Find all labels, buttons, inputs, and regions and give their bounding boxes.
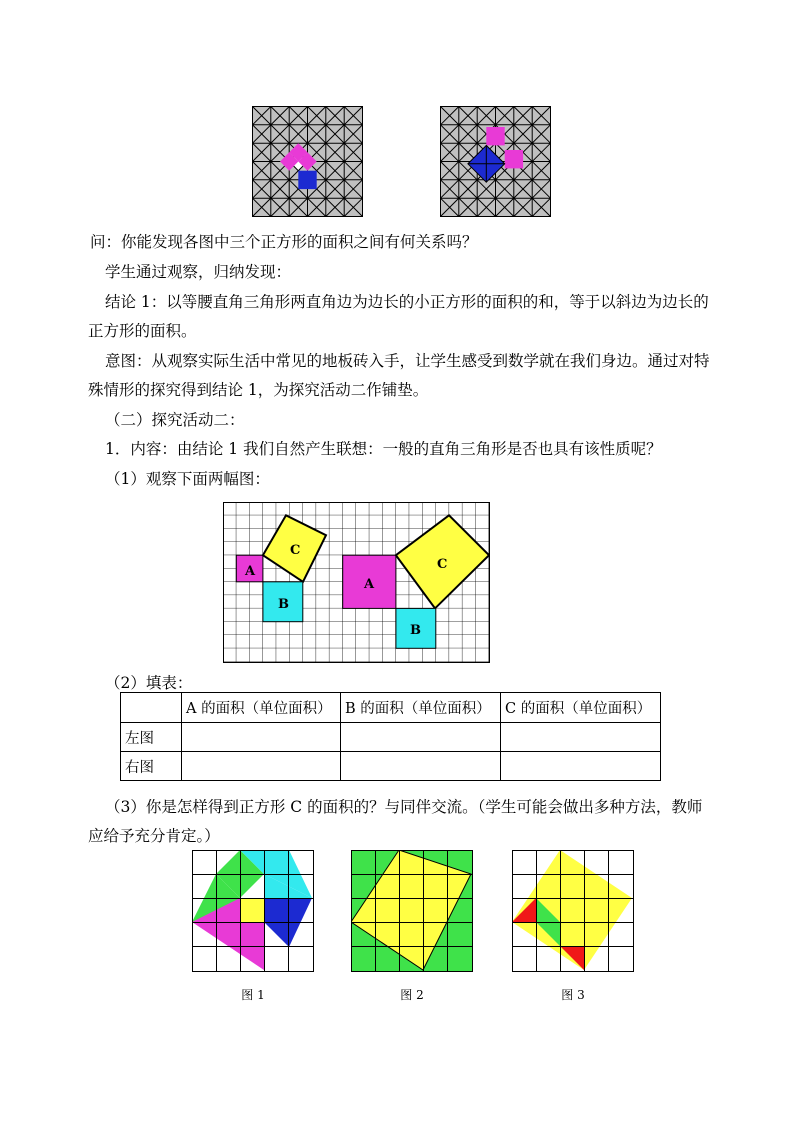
question-text: 问：你能发现各图中三个正方形的面积之间有何关系吗？ (90, 233, 478, 251)
caption-figure-1: 图 1 (241, 988, 265, 1002)
step-one-text: （1）观察下面两幅图： (105, 470, 270, 488)
table-cell[interactable] (182, 723, 341, 752)
method-figure-2 (351, 850, 473, 972)
table-header-a: A 的面积（单位面积） (182, 693, 341, 723)
observe-text: 学生通过观察，归纳发现： (105, 263, 292, 281)
tile-figure-right (440, 106, 551, 217)
caption-figure-3: 图 3 (561, 988, 585, 1002)
area-table (120, 692, 661, 781)
table-header-b: B 的面积（单位面积） (341, 693, 501, 723)
method-figure-3 (512, 850, 634, 972)
table-cell[interactable] (341, 723, 501, 752)
activity-two-heading: （二）探究活动二： (105, 411, 245, 429)
table-header-empty (121, 693, 182, 723)
square-grid-figure (223, 502, 490, 663)
tile-figure-left (252, 106, 363, 217)
step-two-text: （2）填表： (105, 674, 193, 692)
content-text: 1．内容：由结论 1 我们自然产生联想：一般的直角三角形是否也具有该性质呢？ (105, 440, 662, 458)
table-header-row (121, 693, 661, 723)
caption-figure-2: 图 2 (400, 988, 424, 1002)
table-row (121, 723, 661, 752)
table-row-label: 右图 (121, 752, 182, 781)
intent-line-1: 意图：从观察实际生活中常见的地板砖入手，让学生感受到数学就在我们身边。通过对特 (105, 352, 710, 370)
step-three-line-2: 应给予充分肯定。） (88, 827, 220, 845)
conclusion-line-2: 正方形的面积。 (88, 322, 197, 340)
conclusion-line-1: 结论 1：以等腰直角三角形两直角边为边长的小正方形的面积的和，等于以斜边为边长的 (105, 293, 709, 311)
table-cell[interactable] (501, 752, 661, 781)
label-a-left: A (245, 564, 256, 579)
label-a-right: A (364, 577, 375, 592)
label-b-left: B (278, 597, 289, 612)
table-cell[interactable] (501, 723, 661, 752)
label-b-right: B (410, 623, 421, 638)
table-row (121, 752, 661, 781)
step-three-line-1: （3）你是怎样得到正方形 C 的面积的？与同伴交流。（学生可能会做出多种方法，教师 (105, 798, 703, 816)
intent-line-2: 殊情形的探究得到结论 1，为探究活动二作铺垫。 (88, 381, 429, 399)
method-figure-1 (192, 850, 314, 972)
label-c-left: C (290, 543, 301, 558)
table-cell[interactable] (182, 752, 341, 781)
table-row-label: 左图 (121, 723, 182, 752)
table-cell[interactable] (341, 752, 501, 781)
table-header-c: C 的面积（单位面积） (501, 693, 661, 723)
label-c-right: C (437, 557, 448, 572)
